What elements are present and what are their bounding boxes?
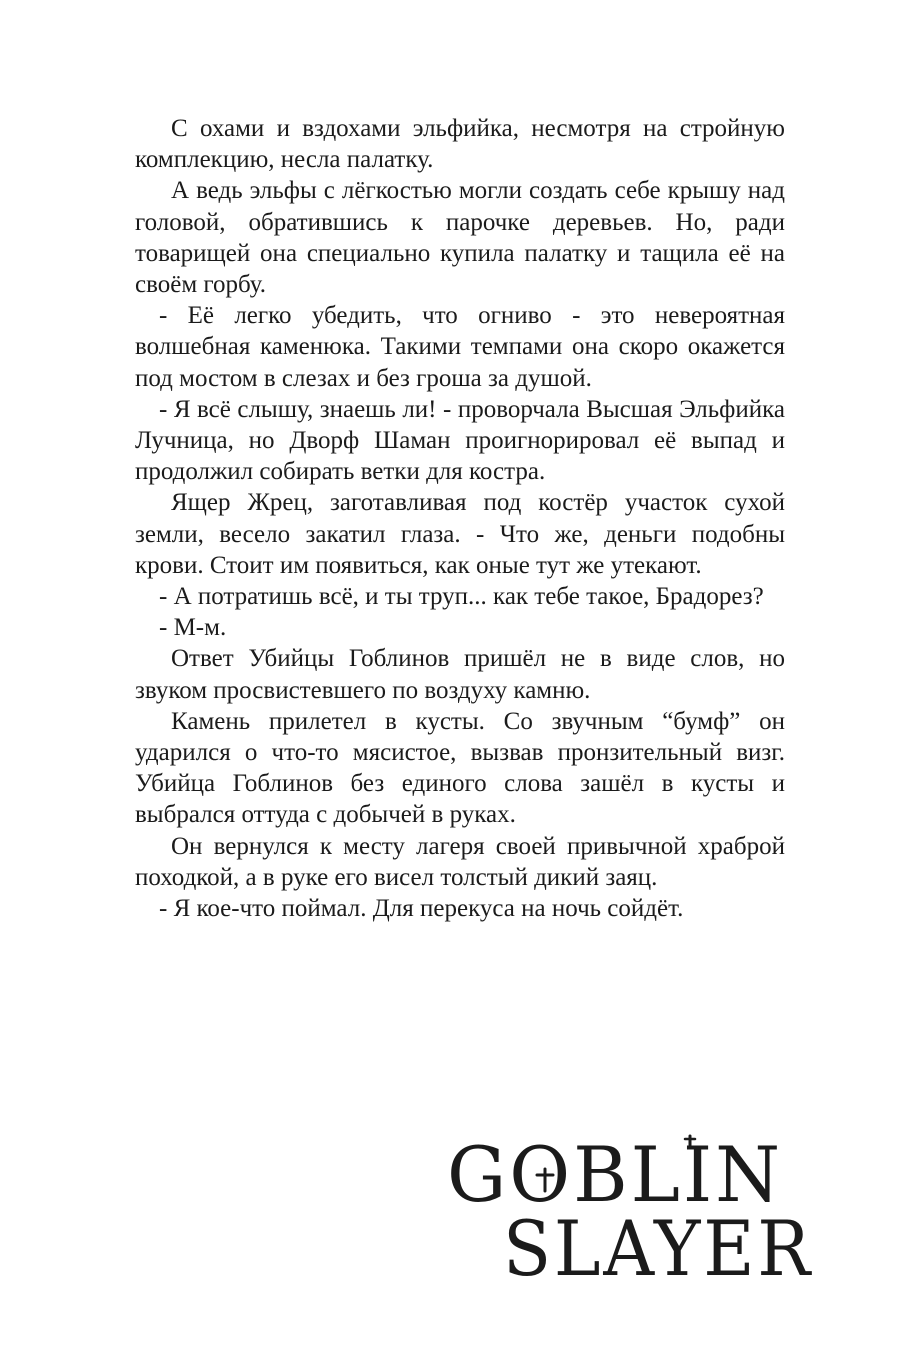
paragraph: А ведь эльфы с лёгкостью могли создать себе крышу над головой, обратившись к парочке деревьев. Но, ради товарищей она специально купила палатку и тащила её на своём горбу.: [135, 177, 785, 299]
paragraph: Ответ Убийцы Гоблинов пришёл не в виде слов, но звуком просвистевшего по воздуху камню.: [135, 645, 785, 704]
paragraph: Ящер Жрец, заготавливая под костёр участок сухой земли, весело закатил глаза. - Что же, деньги подобны крови. Стоит им появиться, как оные тут же утекают.: [135, 489, 785, 579]
paragraph: С охами и вздохами эльфийка, несмотря на стройную комплекцию, несла палатку.: [135, 115, 785, 174]
dialogue-line: - Её легко убедить, что огниво - это невероятная волшебная каменюка. Такими темпами она скоро окажется под мостом в слезах и без гроша за душой.: [135, 302, 785, 392]
dialogue-line: - Я всё слышу, знаешь ли! - проворчала Высшая Эльфийка Лучница, но Дворф Шаман проигнорировал её выпад и продолжил собирать ветки для костра.: [135, 395, 785, 486]
paragraph: Он вернулся к месту лагеря своей привычной храброй походкой, а в руке его висел толстый дикий заяц.: [135, 832, 785, 891]
logo-line-slayer: SLAYER: [503, 1204, 813, 1283]
dialogue-line: - Я кое-что поймал. Для перекуса на ночь сойдёт.: [159, 895, 684, 923]
dialogue-line: - А потратишь всё, и ты труп... как тебе такое, Брадорез?: [159, 583, 764, 611]
dialogue-line: - М-м.: [159, 614, 227, 642]
chapter-text: [135, 113, 785, 924]
logo-line-goblin: GOBLIN: [447, 1133, 783, 1219]
paragraph: Камень прилетел в кусты. Со звучным “бумф” он ударился о что-то мясистое, вызвав пронзительный визг. Убийца Гоблинов без единого слова зашёл в кусты и выбрался оттуда с добычей в руках.: [135, 707, 785, 829]
goblin-slayer-logo: [445, 1133, 815, 1283]
